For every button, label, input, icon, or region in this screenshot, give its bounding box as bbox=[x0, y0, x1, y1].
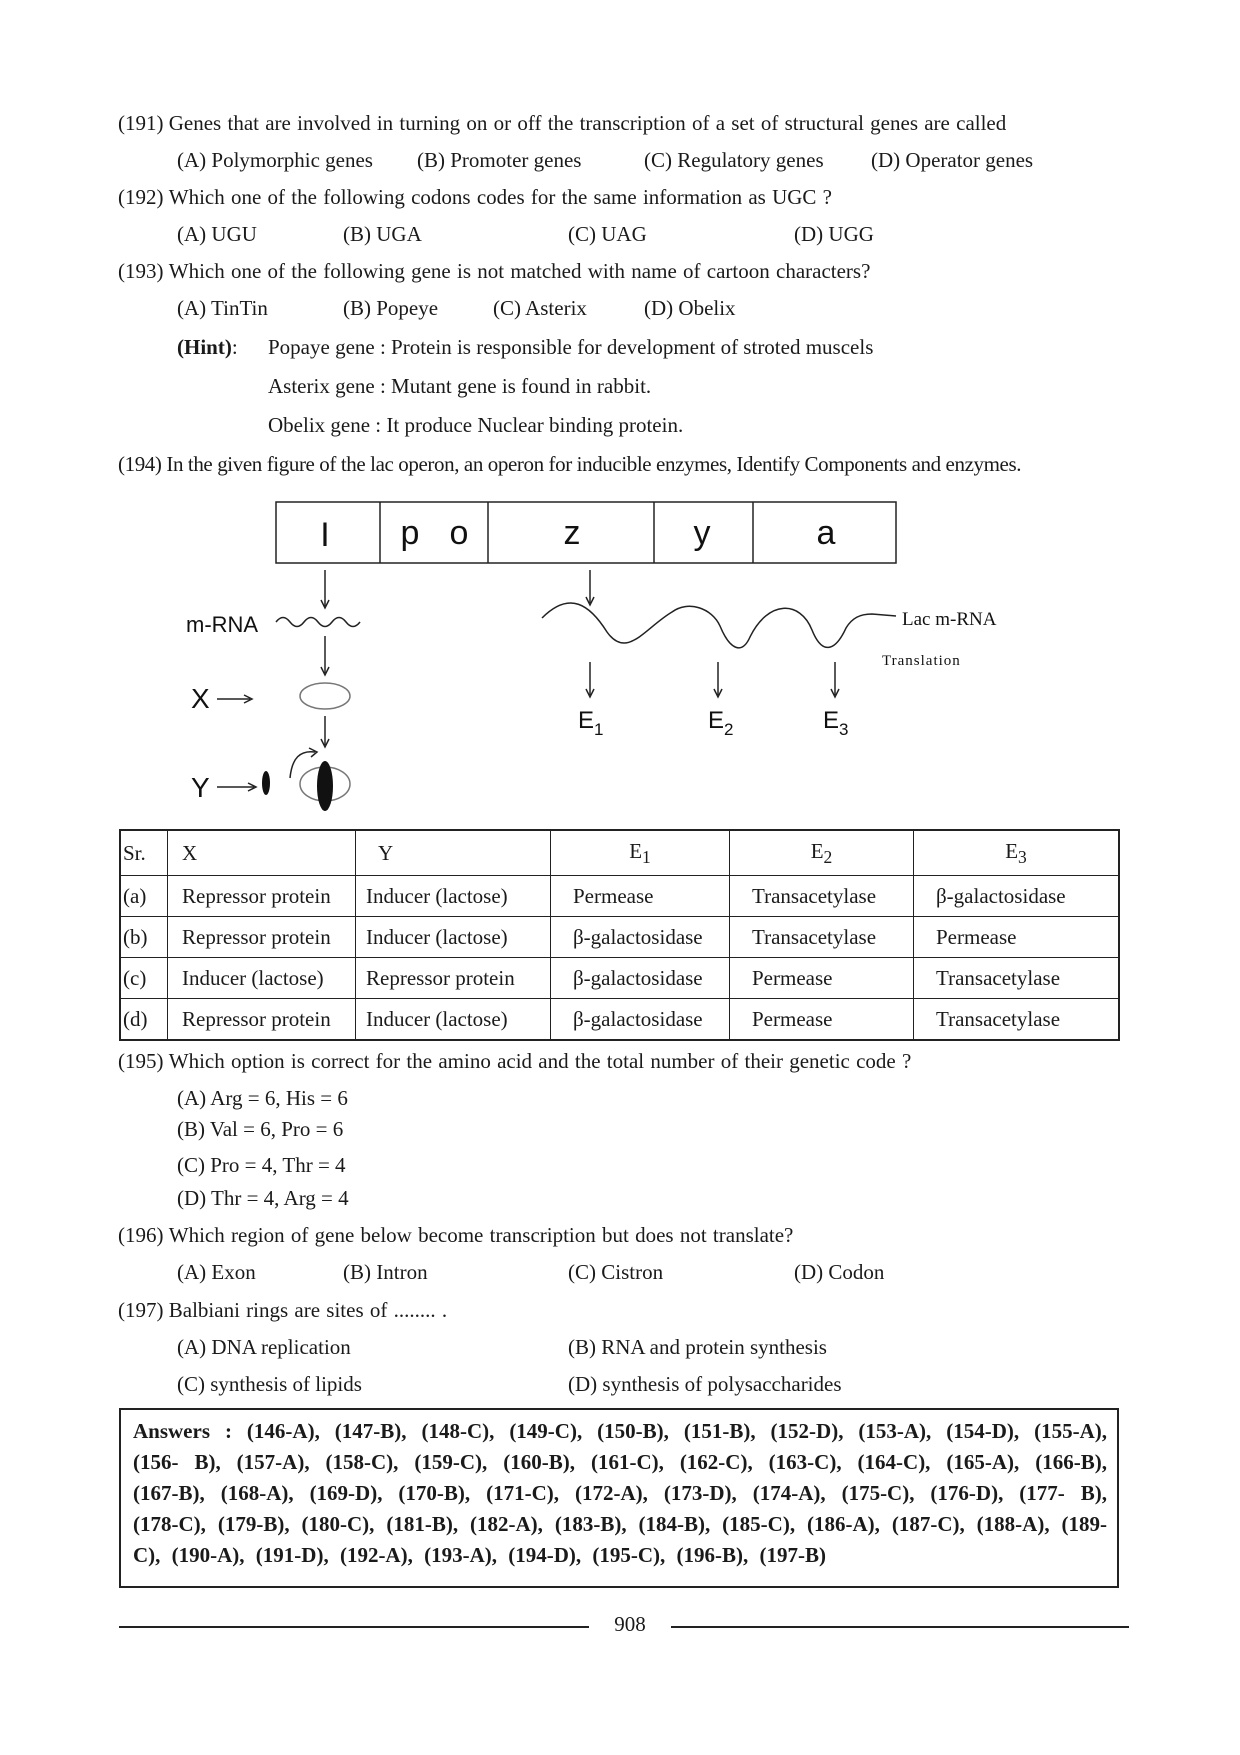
match-table bbox=[119, 829, 1120, 1041]
e3-label: $E_3$ bbox=[823, 707, 849, 739]
option-a: (A) DNA replication bbox=[177, 1335, 351, 1359]
gene-y-label: y bbox=[693, 514, 711, 552]
row-label: (c) bbox=[120, 958, 168, 999]
option-a: (A) UGU bbox=[177, 222, 257, 246]
gene-o-label: o bbox=[449, 514, 469, 552]
option-b: (B) Intron bbox=[343, 1260, 428, 1284]
cell-e2: Transacetylase bbox=[730, 876, 914, 917]
question-number: (192) bbox=[118, 185, 164, 209]
cell-x: Repressor protein bbox=[168, 917, 356, 958]
question-text: Which one of the following gene is not matched with name of cartoon characters? bbox=[168, 259, 871, 283]
answers-label: Answers : bbox=[133, 1419, 232, 1443]
cell-x: Repressor protein bbox=[168, 876, 356, 917]
question-number: (191) bbox=[118, 111, 164, 135]
hint-line-1: Popaye gene : Protein is responsible for development of stroted muscels bbox=[268, 335, 874, 359]
header-sr: Sr. bbox=[120, 830, 168, 876]
q196-line bbox=[118, 1223, 793, 1247]
cell-x: Repressor protein bbox=[168, 999, 356, 1040]
cell-e3: Permease bbox=[914, 917, 1120, 958]
cell-e3: β-galactosidase bbox=[914, 876, 1120, 917]
option-a: (A) Polymorphic genes bbox=[177, 148, 373, 172]
question-number: (193) bbox=[118, 259, 164, 283]
table-header-row bbox=[120, 830, 1119, 876]
header-e3: $E_3$ bbox=[914, 830, 1120, 876]
option-b: (B) UGA bbox=[343, 222, 422, 246]
question-text: Which region of gene below become transcription but does not translate? bbox=[168, 1223, 794, 1247]
table-row bbox=[120, 917, 1119, 958]
answers-box bbox=[119, 1408, 1119, 1588]
option-d: (D) UGG bbox=[794, 222, 874, 246]
cell-y: Inducer (lactose) bbox=[356, 876, 551, 917]
cell-e1: β-galactosidase bbox=[551, 958, 730, 999]
table-row bbox=[120, 999, 1119, 1040]
option-c: (C) Asterix bbox=[493, 296, 587, 320]
option-c: (C) synthesis of lipids bbox=[177, 1372, 362, 1396]
cell-e1: Permease bbox=[551, 876, 730, 917]
option-d: (D) synthesis of polysaccharides bbox=[568, 1372, 842, 1396]
header-e2: $E_2$ bbox=[730, 830, 914, 876]
row-label: (b) bbox=[120, 917, 168, 958]
option-d: (D) Thr = 4, Arg = 4 bbox=[177, 1186, 349, 1210]
lac-mrna-label: Lac m-RNA bbox=[902, 609, 997, 630]
option-c: (C) Regulatory genes bbox=[644, 148, 824, 172]
footer-rule-left bbox=[119, 1626, 589, 1628]
gene-z-label: z bbox=[563, 514, 581, 552]
option-d: (D) Operator genes bbox=[871, 148, 1034, 172]
cell-e2: Transacetylase bbox=[730, 917, 914, 958]
option-a: (A) TinTin bbox=[177, 296, 268, 320]
question-number: (194) bbox=[118, 452, 162, 476]
cell-y: Inducer (lactose) bbox=[356, 999, 551, 1040]
lac-mrna-wave bbox=[542, 603, 896, 648]
gene-i-label: I bbox=[320, 516, 330, 554]
cell-e3: Transacetylase bbox=[914, 958, 1120, 999]
repressor-x-ellipse bbox=[300, 683, 350, 709]
lac-operon-diagram bbox=[0, 0, 1240, 820]
header-x: X bbox=[168, 830, 356, 876]
option-c: (C) UAG bbox=[568, 222, 647, 246]
y-label: Y bbox=[191, 772, 210, 803]
question-number: (195) bbox=[118, 1049, 164, 1073]
option-d: (D) Codon bbox=[794, 1260, 885, 1284]
option-b: (B) RNA and protein synthesis bbox=[568, 1335, 827, 1359]
q196-options bbox=[177, 1260, 1077, 1284]
hint-line-3: Obelix gene : It produce Nuclear binding protein. bbox=[268, 413, 684, 437]
gene-p-label: p bbox=[400, 514, 420, 552]
question-text: Balbiani rings are sites of ........ . bbox=[168, 1298, 448, 1322]
cell-e2: Permease bbox=[730, 999, 914, 1040]
question-number: (196) bbox=[118, 1223, 164, 1247]
e1-label: $E_1$ bbox=[578, 707, 604, 739]
cell-y: Repressor protein bbox=[356, 958, 551, 999]
translation-label: Translation bbox=[882, 653, 961, 669]
cell-e1: β-galactosidase bbox=[551, 917, 730, 958]
operon-outline bbox=[276, 502, 896, 563]
hint-line-2: Asterix gene : Mutant gene is found in rabbit. bbox=[268, 374, 652, 398]
table-row bbox=[120, 876, 1119, 917]
option-c: (C) Cistron bbox=[568, 1260, 664, 1284]
inducer-y-shape bbox=[262, 771, 270, 795]
e2-label: $E_2$ bbox=[708, 707, 734, 739]
hint-label: (Hint): bbox=[177, 335, 238, 359]
table-row bbox=[120, 958, 1119, 999]
option-c: (C) Pro = 4, Thr = 4 bbox=[177, 1153, 346, 1177]
cell-x: Inducer (lactose) bbox=[168, 958, 356, 999]
option-b: (B) Val = 6, Pro = 6 bbox=[177, 1117, 344, 1141]
m-rna-wave bbox=[276, 618, 360, 627]
question-text: In the given figure of the lac operon, an operon for inducible enzymes, Identify Components and enzymes. bbox=[166, 452, 1022, 476]
q197-line bbox=[118, 1298, 447, 1322]
bound-inducer-shape bbox=[317, 761, 333, 811]
question-text: Which one of the following codons codes for the same information as UGC ? bbox=[168, 185, 833, 209]
option-b: (B) Popeye bbox=[343, 296, 439, 320]
gene-a-label: a bbox=[816, 514, 836, 552]
row-label: (a) bbox=[120, 876, 168, 917]
header-y: Y bbox=[356, 830, 551, 876]
cell-e3: Transacetylase bbox=[914, 999, 1120, 1040]
question-text: Which option is correct for the amino acid and the total number of their genetic code ? bbox=[168, 1049, 912, 1073]
cell-y: Inducer (lactose) bbox=[356, 917, 551, 958]
x-label: X bbox=[191, 683, 210, 714]
page-footer bbox=[119, 1612, 1129, 1636]
header-e1: $E_1$ bbox=[551, 830, 730, 876]
m-rna-label: m-RNA bbox=[186, 612, 259, 637]
binding-arrow bbox=[290, 752, 315, 778]
answers-text: (146-A), (147-B), (148-C), (149-C), (150-B), (151-B), (152-D), (153-A), (154-D), (155-A), (156- B), (157-A), (158-C), (159-C), (160-B), (161-C), (162-C), (163-C), (164-C), (165-A), (166-B), (167-B), (168-A), (169-D), (170-B), (171-C), (172-A), (173-D), (174-A), (175-C), (176-D), (177- B), (178-C), (179-B), (180-C), (181-B), (182-A), (183-B), (184-B), (185-C), (186-A), (187-C), (188-A), (189-C), (190-A), (191-D), (192-A), (193-A), (194-D), (195-C), (196-B), (197-B) bbox=[133, 1419, 1107, 1567]
option-a: (A) Arg = 6, His = 6 bbox=[177, 1086, 348, 1110]
cell-e1: β-galactosidase bbox=[551, 999, 730, 1040]
question-number: (197) bbox=[118, 1298, 164, 1322]
option-d: (D) Obelix bbox=[644, 296, 736, 320]
option-b: (B) Promoter genes bbox=[417, 148, 582, 172]
q195-line bbox=[118, 1049, 911, 1073]
option-a: (A) Exon bbox=[177, 1260, 256, 1284]
footer-rule-right bbox=[671, 1626, 1129, 1628]
page-number: 908 bbox=[614, 1612, 646, 1636]
question-text: Genes that are involved in turning on or off the transcription of a set of structural genes are called bbox=[168, 111, 1007, 135]
cell-e2: Permease bbox=[730, 958, 914, 999]
operon-gene-boxes bbox=[276, 502, 896, 563]
row-label: (d) bbox=[120, 999, 168, 1040]
